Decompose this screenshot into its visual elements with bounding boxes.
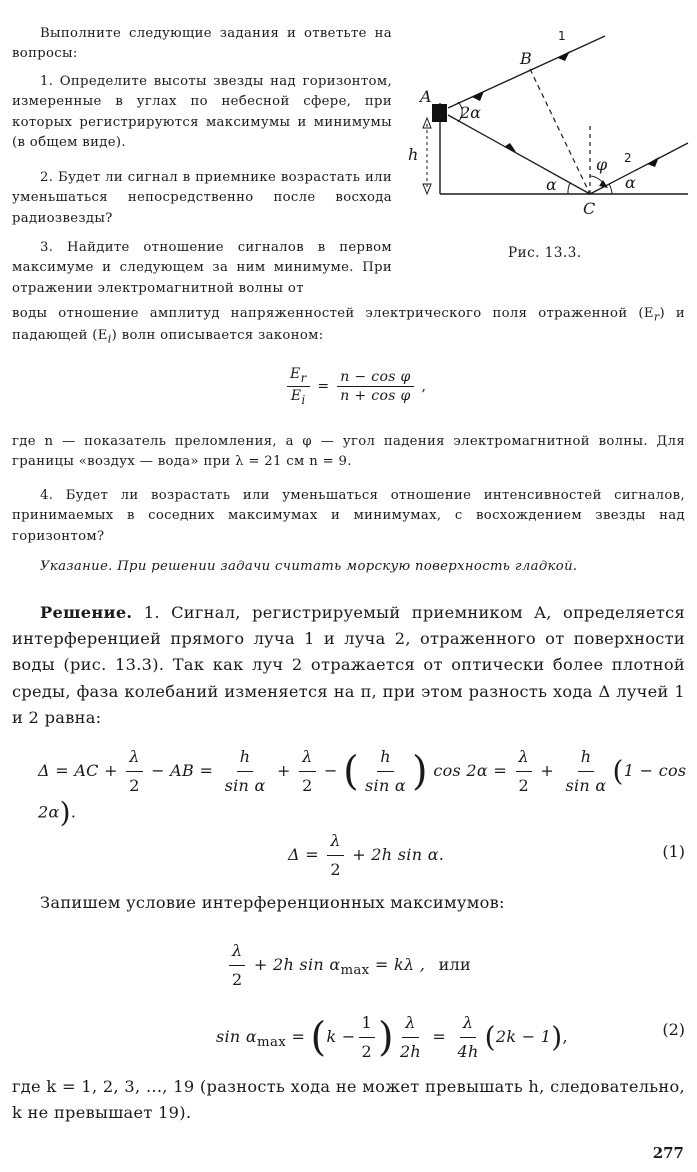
path-difference-line bbox=[530, 69, 590, 194]
solution-paragraph-3: где k = 1, 2, 3, ..., 19 (разность хода не может превышать h, следовательно, k не превышает 19). bbox=[12, 1077, 685, 1123]
equation-2: $\sin \alpha_{max} = (k$ − $\frac{1}{2}$ ) $\frac{\lambda}{2h}$ = $\frac{\lambda}{4h}$ (2k − 1), bbox=[216, 1010, 568, 1065]
receiver-A bbox=[432, 104, 447, 122]
ray-2-arrow-1 bbox=[504, 143, 516, 152]
intro-text: Выполните следующие задания и ответьте на вопросы: bbox=[12, 26, 392, 62]
angle-alpha-right-arc bbox=[609, 184, 612, 194]
task-3-text: 3. Найдите отношение сигналов в первом максимуме и следующем за ним минимуме. При отражении электромагнитной волны от bbox=[12, 240, 392, 296]
page-number: 277 bbox=[652, 1144, 684, 1162]
hint-text: Указание. При решении задачи считать морскую поверхность гладкой. bbox=[40, 559, 578, 574]
equation-2-number: (2) bbox=[662, 1020, 685, 1039]
refraction-text: где n — показатель преломления, а φ — угол падения электромагнитной волны. Для границы «воздух — вода» при λ = 21 см n = 9. bbox=[12, 434, 685, 470]
label-alpha-right: α bbox=[625, 173, 636, 192]
figure-caption: Рис. 13.3. bbox=[508, 245, 582, 261]
task-2-text: 2. Будет ли сигнал в приемнике возрастать или уменьшаться непосредственно после восхода радиозвезды? bbox=[12, 170, 392, 226]
task-1-text: 1. Определите высоты звезды над горизонтом, измеренные в углах по небесной сфере, при которых регистрируются максимумы и минимумы (в общем виде). bbox=[12, 74, 392, 151]
equation-1-number: (1) bbox=[662, 842, 685, 861]
label-phi: φ bbox=[596, 155, 608, 174]
ray-1-arrow-1 bbox=[558, 51, 570, 61]
solution-heading: Решение. bbox=[40, 603, 133, 622]
label-alpha-left: α bbox=[546, 175, 557, 194]
angle-alpha-left-arc bbox=[568, 183, 570, 194]
fresnel-formula: $\frac{E_r}{E_i}$ = $\frac{\text{n − cos φ}}{\text{n + cos φ}}$ , bbox=[284, 366, 426, 407]
ray-1 bbox=[448, 36, 605, 108]
label-A: A bbox=[420, 87, 432, 106]
task-4-text: 4. Будет ли возрастать или уменьшаться отношение интенсивностей сигналов, принимаемых в соседних максимумах и минимумах, с восхождением звезды над горизонтом? bbox=[12, 488, 685, 544]
figure-13-3 bbox=[400, 18, 690, 248]
path-difference-formula: Δ = AC + $\frac{\lambda}{2}$ − AB = $\frac{h}{\text{sin α}}$ + $\frac{\lambda}{2}$ − ( $\frac{h}{\text{sin α}}$ ) cos 2α = $\frac{\lambda}{2}$ + $\frac{h}{\text{sin α}}$ (1 − cos 2α). bbox=[38, 744, 697, 827]
amplitude-ratio-text: воды отношение амплитуд напряженностей электрического поля отраженной $(E_r)$ и падающей $(E_i)$ волн описывается законом: bbox=[12, 306, 685, 346]
solution-paragraph-1: Решение. 1. Сигнал, регистрируемый приемником A, определяется интерференцией прямого луча 1 и луча 2, отраженного от поверхности воды (рис. 13.3). Так как луч 2 отражается от оптически более плотной среды, фаза колебаний изменяется на π, при этом разность хода Δ лучей 1 и 2 равна: bbox=[12, 603, 685, 727]
ray-2-reflected bbox=[448, 115, 590, 194]
label-ray-2: 2 bbox=[624, 151, 632, 165]
maximum-condition-formula: $\frac{\lambda}{2}$ + 2h $\sin \alpha_{max} = k\lambda$ , или bbox=[226, 938, 471, 993]
solution-paragraph-2: Запишем условие интерференционных максимумов: bbox=[40, 893, 505, 912]
label-C: C bbox=[583, 199, 596, 218]
label-2alpha: 2α bbox=[460, 103, 481, 122]
label-B: B bbox=[520, 49, 532, 68]
label-ray-1: 1 bbox=[558, 29, 566, 43]
equation-1: Δ = $\frac{\lambda}{2}$ + 2h sin α. bbox=[288, 828, 444, 883]
ray-2-arrow-2 bbox=[647, 157, 659, 167]
label-h: h bbox=[408, 145, 419, 164]
